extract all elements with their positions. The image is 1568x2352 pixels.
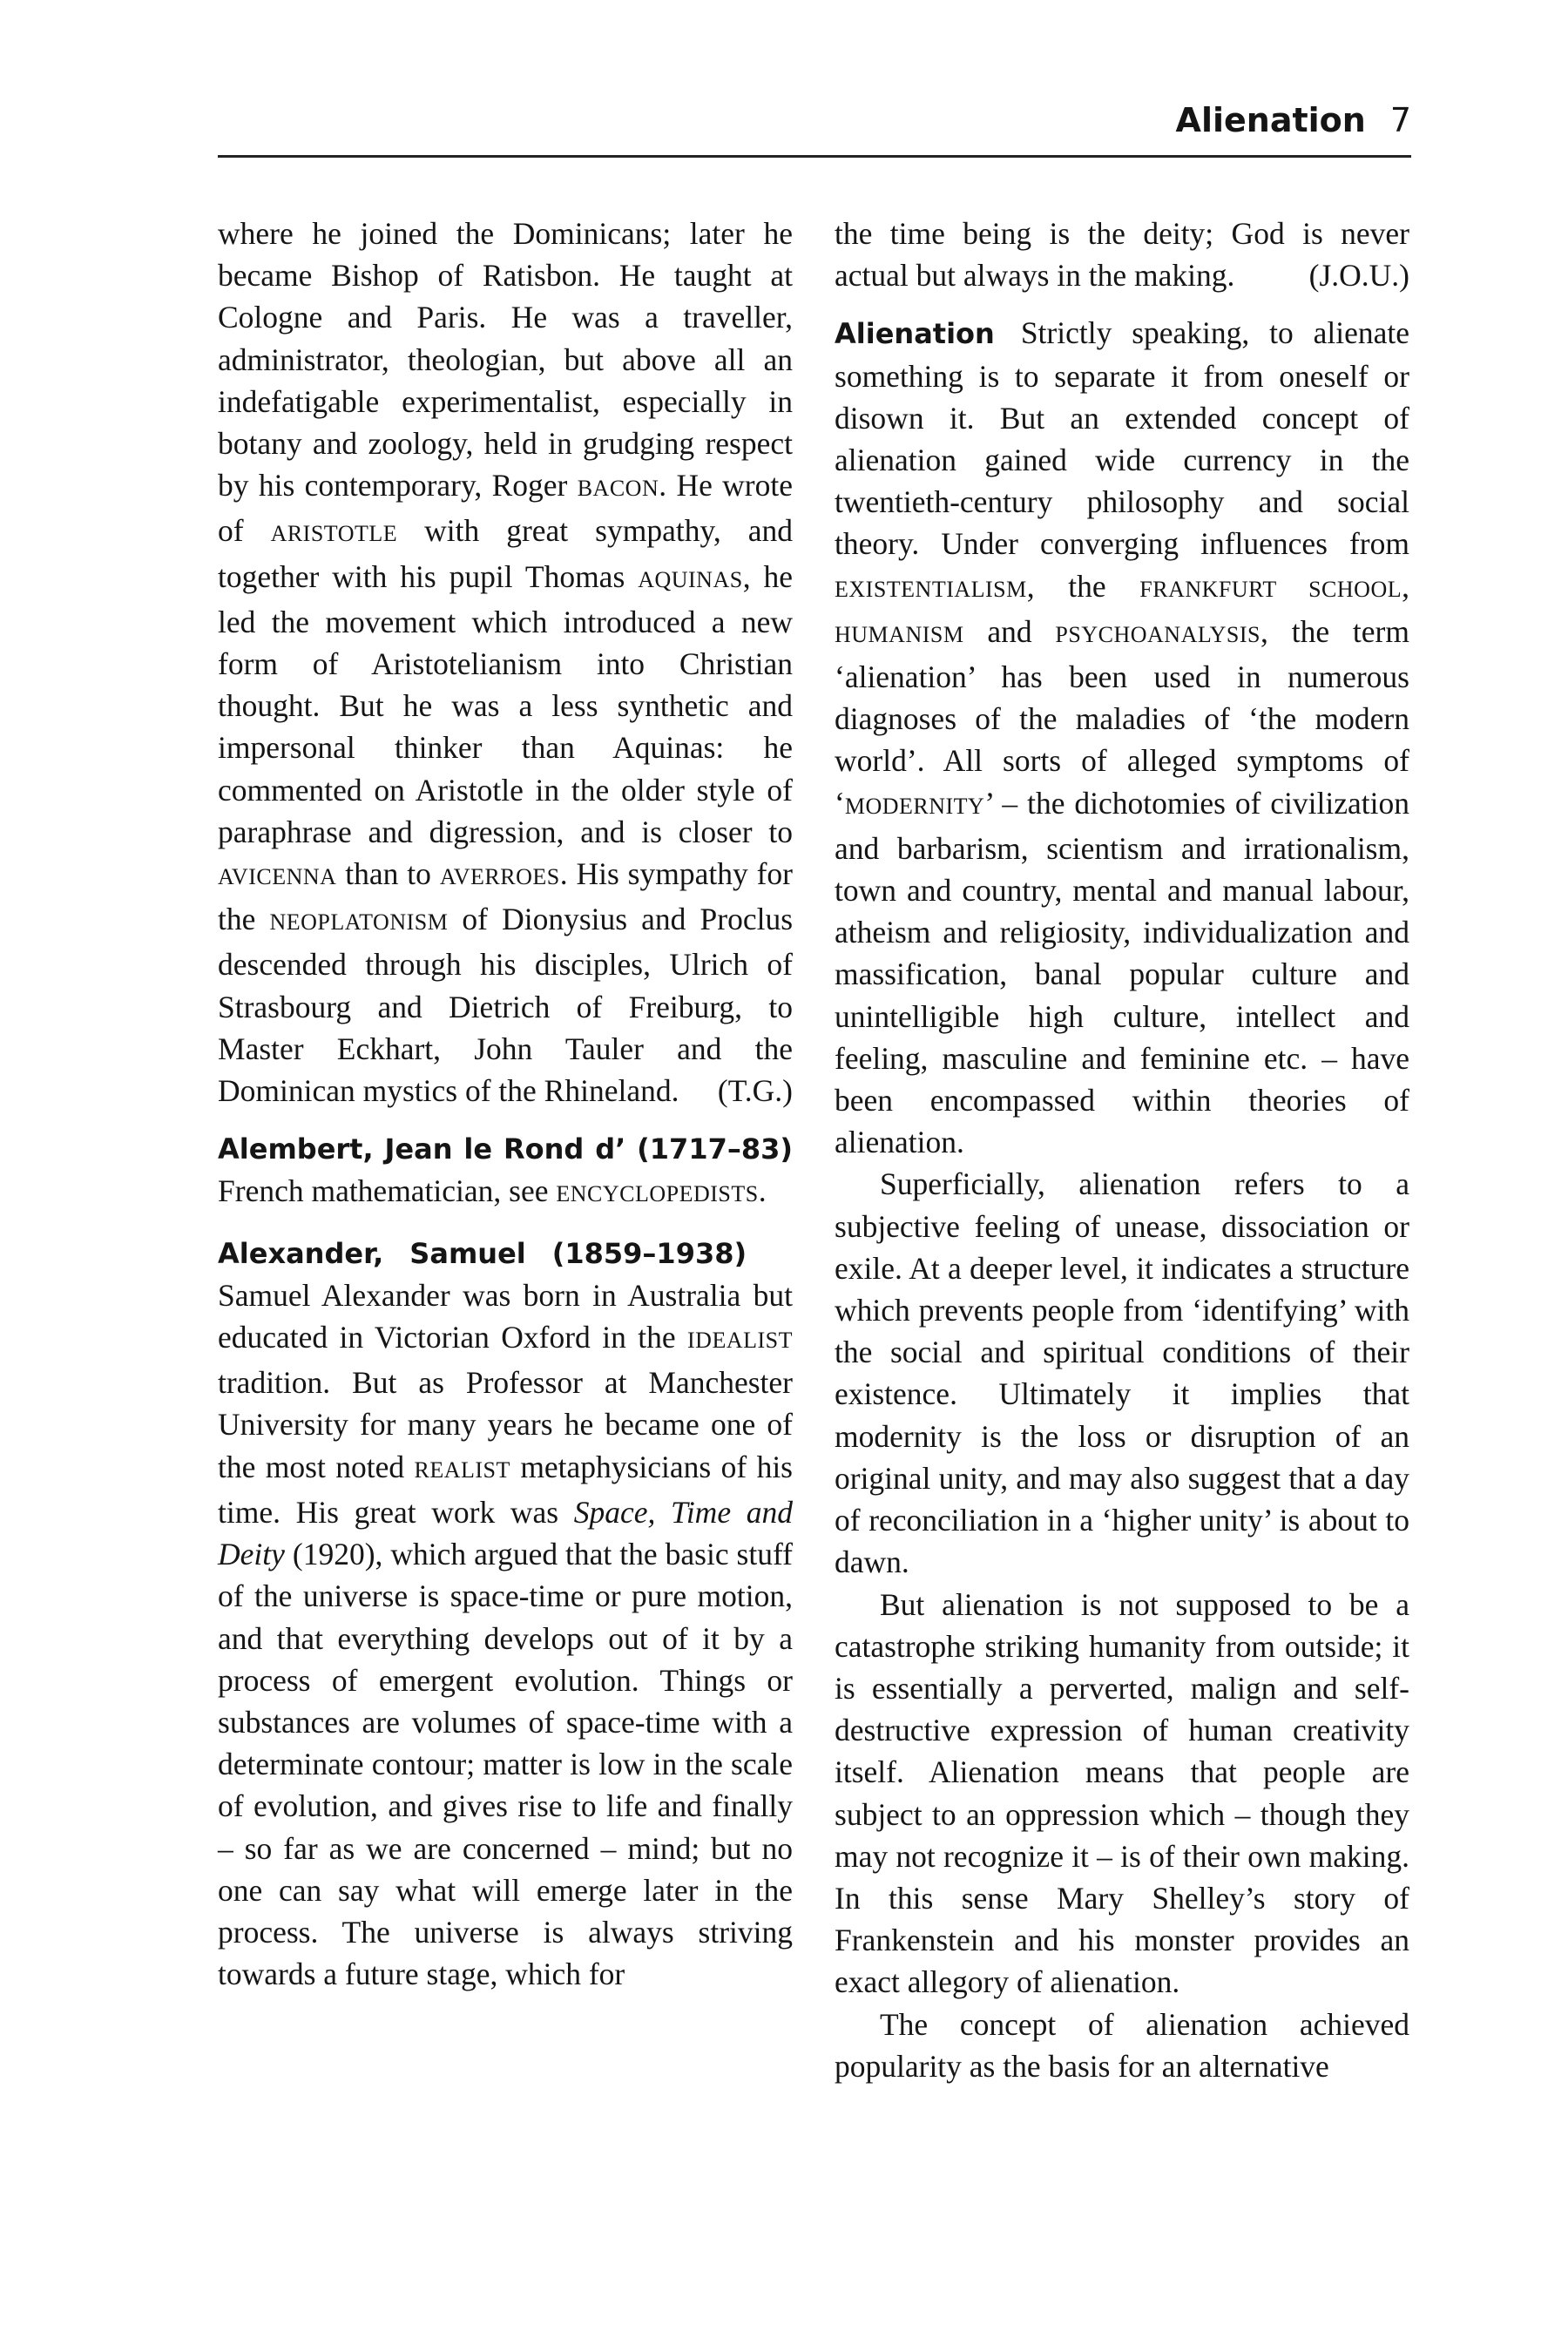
cross-reference[interactable]: PSYCHOANALYSIS [1055, 621, 1260, 647]
author-initials: (J.O.U.) [1308, 258, 1409, 294]
entry-alembert [218, 1127, 793, 1215]
cross-reference[interactable]: HUMANISM [835, 621, 964, 647]
paragraph: The concept of alienation achieved popularity as the basis for an alternative [835, 2006, 1409, 2084]
entry-body: the time being is the deity; God is never actual but always in the making. (J.O.U.) [835, 213, 1409, 296]
cross-reference[interactable]: FRANKFURT SCHOOL [1139, 576, 1402, 602]
cross-reference[interactable]: IDEALIST [687, 1328, 793, 1354]
paragraph: But alienation is not supposed to be a catastrophe striking humanity from outside; it is essentially a perverted, malign and self-destructive expression of human creativity itself. Alienation means that people are subject to an oppression which – though they may not recognize it – is of their own making. In this sense Mary Shelley’s story of Frankenstein and his monster provides an exact allegory of alienation. [835, 1586, 1409, 2000]
page-number: 7 [1389, 101, 1411, 139]
cross-reference[interactable]: ARISTOTLE [270, 521, 398, 547]
cross-reference[interactable]: AVERROES [439, 864, 560, 890]
running-head-title: Alienation [1175, 101, 1366, 139]
cross-reference[interactable]: BACON [577, 476, 659, 502]
book-title: Space, Time and Deity [218, 1494, 793, 1572]
cross-reference[interactable]: ENCYCLOPEDISTS [556, 1181, 759, 1207]
entry-body: Alexander, Samuel (1859–1938) Samuel Alexander was born in Australia but educated in Victorian Oxford in the IDEALIST tradition. But as Professor at Manchester University for many years he became one of the most noted REALIST metaphysicians of his time. His great work was Space, Time and Deity (1920), which argued that the basic stuff of the universe is space-time or pure motion, and that everything develops out of it by a process of emergent evolution. Things or substances are volumes of space-time with a determinate contour; matter is low in the scale of evolution, and gives rise to life and finally – so far as we are concerned – mind; but no one can say what will emerge later in the process. The universe is always striving towards a future stage, which for [218, 1236, 793, 1992]
cross-reference[interactable]: NEOPLATONISM [269, 909, 449, 936]
cross-reference[interactable]: MODERNITY [844, 793, 985, 819]
headword: Alienation [835, 317, 995, 351]
cross-reference[interactable]: AQUINAS [638, 566, 743, 592]
entry-body: Alienation Strictly speaking, to alienate something is to separate it from oneself or disown it. But an extended concept of alienation gained wide currency in the twentieth-century philosophy and social theory. Under converging influences from EXISTENTIALISM, the FRANKFURT SCHOOL, HUMANISM and PSYCHOANALYSIS, the term ‘alienation’ has been used in numerous diagnoses of the maladies of ‘the modern world’. All sorts of alleged symptoms of ‘MODERNITY’ – the dichotomies of civilization and barbarism, scientism and irrationalism, town and country, mental and manual labour, atheism and religiosity, individualization and massification, banal popular culture and unintelligible high culture, intellect and feeling, masculine and feminine etc. – have been encompassed within theories of alienation. [835, 315, 1409, 1160]
entry-alexander [218, 1232, 793, 1996]
paragraph: Superficially, alienation refers to a subjective feeling of unease, dissociation or exile. At a deeper level, it indicates a structure which prevents people from ‘identifying’ with the social and spiritual conditions of their existence. Ultimately it implies that modernity is the loss or disruption of an original unity, and may also suggest that a day of reconciliation in a ‘higher unity’ is about to dawn. [835, 1166, 1409, 1580]
entry-body: Alembert, Jean le Rond d’ (1717–83) French mathematician, see ENCYCLOPEDISTS. [218, 1132, 793, 1209]
running-head [218, 94, 1411, 146]
entry-body: where he joined the Dominicans; later he became Bishop of Ratisbon. He taught at Cologne and Paris. He was a traveller, administrator, theologian, but above all an indefatigable experimentalist, especially in botany and zoology, held in grudging respect by his contemporary, Roger BACON. He wrote of ARISTOTLE with great sympathy, and together with his pupil Thomas AQUINAS, he led the movement which introduced a new form of Aristotelianism into Christian thought. But he was a less synthetic and impersonal thinker than Aquinas: he commented on Aristotle in the older style of paraphrase and digression, and is closer to AVICENNA than to AVERROES. His sympathy for the NEOPLATONISM of Dionysius and Proclus descended through his disciples, Ulrich of Strasbourg and Dietrich of Freiburg, to Master Eckhart, John Tauler and the Dominican mystics of the Rhineland. (T.G.) [218, 213, 793, 1112]
right-column [835, 213, 1409, 2087]
cross-reference[interactable]: AVICENNA [218, 864, 337, 890]
left-column [218, 213, 793, 1995]
entry-alexander-continued [835, 213, 1409, 296]
entry-alienation [835, 312, 1409, 2087]
header-rule [218, 155, 1411, 158]
cross-reference[interactable]: REALIST [414, 1456, 510, 1483]
headword: Alembert, Jean le Rond d’ (1717–83) [218, 1132, 793, 1166]
entry-albertus-continued [218, 213, 793, 1112]
headword: Alexander, Samuel (1859–1938) [218, 1236, 747, 1270]
cross-reference[interactable]: EXISTENTIALISM [835, 576, 1027, 602]
author-initials: (T.G.) [717, 1073, 793, 1109]
